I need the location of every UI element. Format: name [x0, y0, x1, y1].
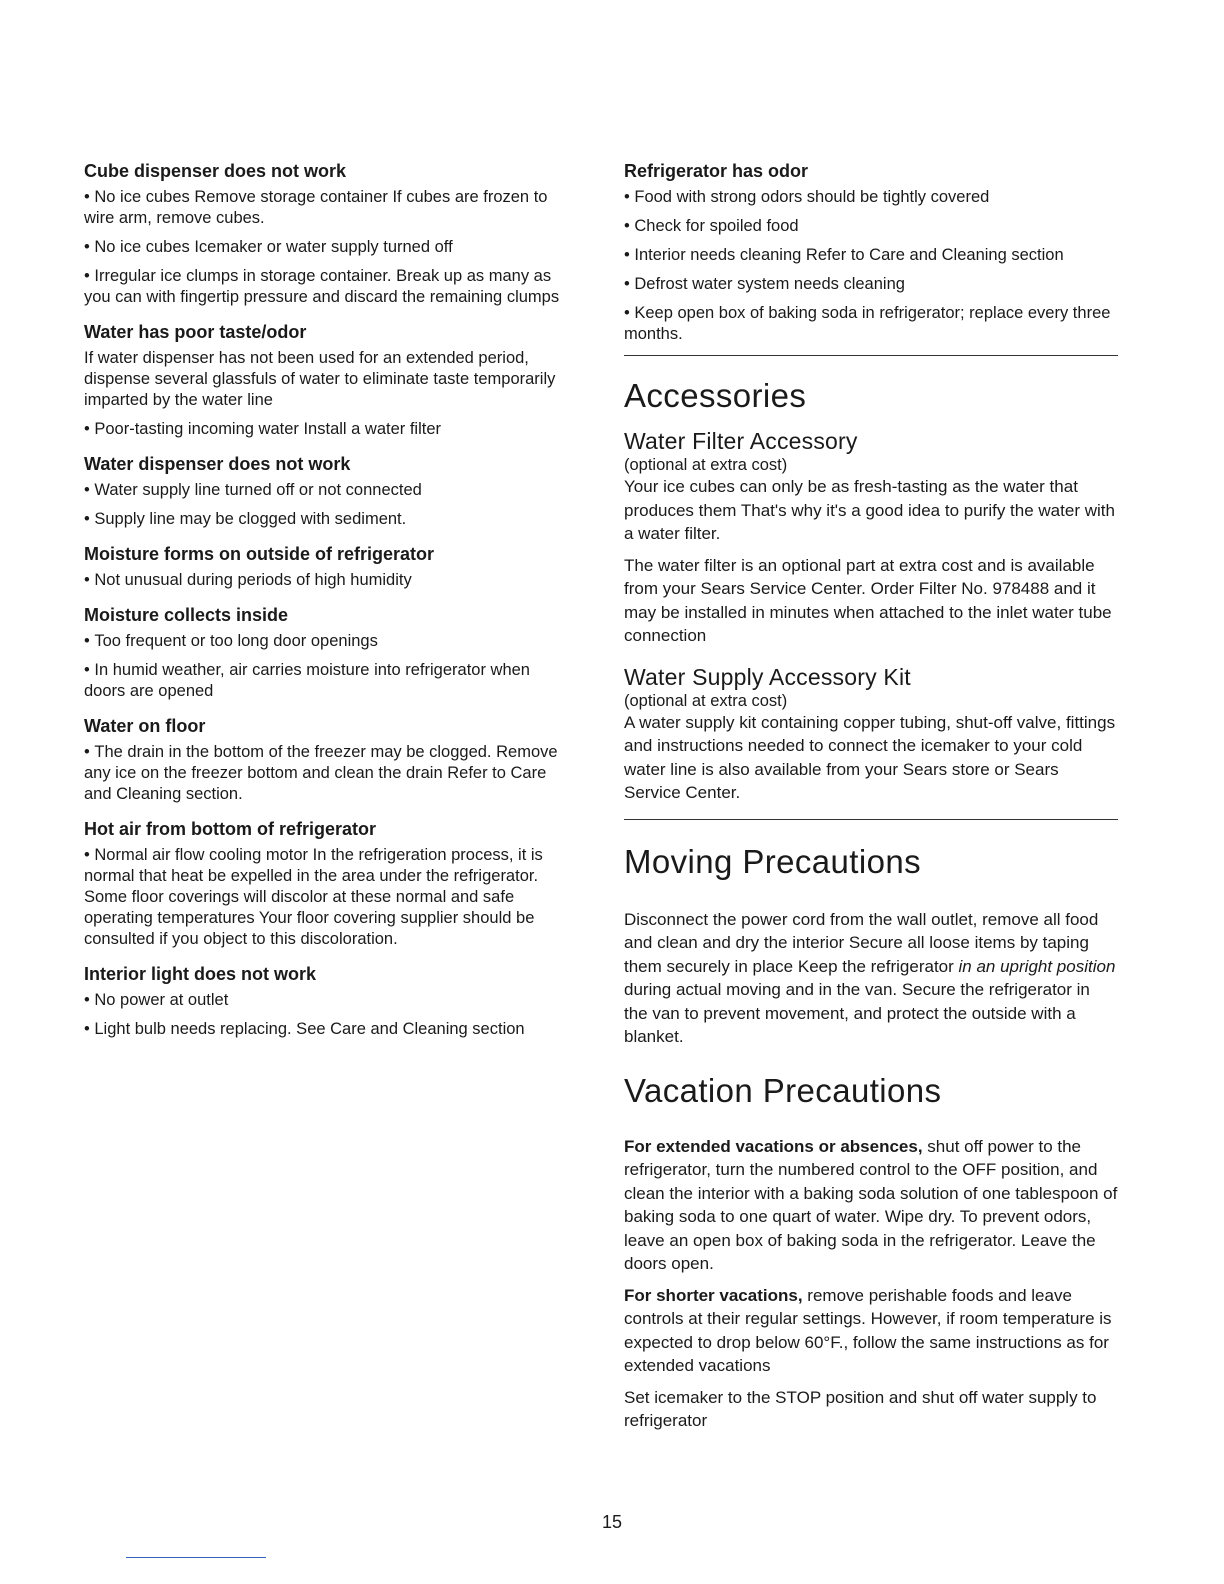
bullet-item: • The drain in the bottom of the freezer may be clogged. Remove any ice on the freezer bottom and clean the drain Refer to Care and Cleaning section.: [84, 742, 574, 805]
water-supply-kit-block: [624, 664, 1118, 805]
water-supply-kit-subtitle: Water Supply Accessory Kit: [624, 663, 911, 690]
bullet-item: • Defrost water system needs cleaning: [624, 274, 1118, 295]
water-supply-kit-note: (optional at extra cost): [624, 691, 788, 710]
water-filter-text: Your ice cubes can only be as fresh-tasting as the water that produces them That's why it's a good idea to purify the water with a water filter.: [624, 477, 1115, 543]
moving-text: [624, 908, 1118, 1049]
moving-text-part: Disconnect the power cord from the wall outlet, remove all food and clean and dry the interior Secure all loose items by taping them securely in place Keep the refrigerator: [624, 909, 1099, 976]
water-filter-subtitle: Water Filter Accessory: [624, 428, 858, 454]
section-heading: Moisture forms on outside of refrigerator: [84, 544, 435, 564]
section-heading: Water on floor: [84, 716, 206, 736]
moving-text-emphasis: in an upright position: [958, 956, 1116, 976]
troubleshooting-column: [84, 160, 574, 1053]
section-moisture-outside: [84, 543, 574, 591]
bullet-item: • Not unusual during periods of high humidity: [84, 570, 574, 591]
bullet-item: • No ice cubes Remove storage container If cubes are frozen to wire arm, remove cubes.: [84, 187, 574, 229]
section-heading: Water has poor taste/odor: [84, 322, 307, 342]
section-heading: Refrigerator has odor: [624, 161, 809, 181]
accessories-section: [624, 376, 1118, 805]
vacation-lead-bold: For extended vacations or absences,: [624, 1136, 923, 1156]
bullet-item: • Too frequent or too long door openings: [84, 631, 574, 652]
bullet-item: • No power at outlet: [84, 990, 574, 1011]
water-supply-kit-text: A water supply kit containing copper tubing, shut-off valve, fittings and instructions needed to connect the icemaker to your cold water line is also available from your Sears store or Sears Service Center.: [624, 712, 1116, 802]
vacation-title: Vacation Precautions: [624, 1071, 942, 1109]
section-odor: [624, 160, 1118, 345]
divider: [624, 819, 1118, 820]
section-water-taste: [84, 321, 574, 440]
bullet-item: • Supply line may be clogged with sediment.: [84, 509, 574, 530]
moving-text-part: during actual moving and in the van. Secure the refrigerator in the van to prevent movement, and protect the outside with a blanket.: [624, 980, 1090, 1046]
section-moisture-inside: [84, 604, 574, 702]
section-text: If water dispenser has not been used for an extended period, dispense several glassfuls of water to eliminate taste temporarily imparted by the water line: [84, 349, 556, 409]
moving-section: [624, 842, 1118, 1049]
bullet-item: • Light bulb needs replacing. See Care and Cleaning section: [84, 1019, 574, 1040]
bullet-item: • Poor-tasting incoming water Install a water filter: [84, 419, 574, 440]
vacation-text: [624, 1284, 1118, 1378]
section-heading: Water dispenser does not work: [84, 454, 351, 474]
moving-title: Moving Precautions: [624, 842, 922, 880]
bullet-item: • Keep open box of baking soda in refrigerator; replace every three months.: [624, 303, 1118, 345]
bullet-item: • Check for spoiled food: [624, 216, 1118, 237]
vacation-text-part: shut off power to the refrigerator, turn the numbered control to the OFF position, and clean the interior with a baking soda solution of one tablespoon of baking soda to one quart of water. Wipe dry. To prevent odors, leave an open box of baking soda in the refrigerator. Leave the doors open.: [624, 1136, 1118, 1273]
section-heading: Hot air from bottom of refrigerator: [84, 819, 377, 839]
accessories-title: Accessories: [624, 377, 807, 414]
water-filter-block: [624, 428, 1118, 648]
bullet-item: • In humid weather, air carries moisture into refrigerator when doors are opened: [84, 660, 574, 702]
bullet-item: • Interior needs cleaning Refer to Care and Cleaning section: [624, 245, 1118, 266]
bullet-item: • Normal air flow cooling motor In the refrigeration process, it is normal that heat be expelled in the area under the refrigerator. Some floor coverings will discolor at these normal and safe operating temperatures Your floor covering supplier should be consulted if you object to this discoloration.: [84, 845, 574, 950]
section-heading: Moisture collects inside: [84, 605, 289, 625]
section-water-dispenser: [84, 453, 574, 530]
divider: [624, 355, 1118, 356]
vacation-text-part: remove perishable foods and leave controls at their regular settings. However, if room temperature is expected to drop below 60°F., follow the same instructions as for extended vacations: [624, 1285, 1112, 1375]
section-hot-air: [84, 818, 574, 950]
vacation-section: [624, 1071, 1118, 1433]
section-heading: Cube dispenser does not work: [84, 161, 347, 181]
vacation-text: Set icemaker to the STOP position and shut off water supply to refrigerator: [624, 1387, 1097, 1430]
bullet-item: • Water supply line turned off or not connected: [84, 480, 574, 501]
section-cube-dispenser: [84, 160, 574, 308]
page-number: 15: [601, 1512, 623, 1532]
bullet-item: • No ice cubes Icemaker or water supply turned off: [84, 237, 574, 258]
vacation-lead-bold: For shorter vacations,: [624, 1285, 803, 1305]
bullet-item: • Irregular ice clumps in storage container. Break up as many as you can with fingertip pressure and discard the remaining clumps: [84, 266, 574, 308]
section-interior-light: [84, 963, 574, 1040]
vacation-text: [624, 1135, 1118, 1276]
section-heading: Interior light does not work: [84, 964, 317, 984]
footer-rule: [126, 1557, 266, 1558]
section-water-on-floor: [84, 715, 574, 805]
bullet-item: • Food with strong odors should be tightly covered: [624, 187, 1118, 208]
water-filter-note: (optional at extra cost): [624, 456, 788, 474]
water-filter-text: The water filter is an optional part at extra cost and is available from your Sears Service Center. Order Filter No. 978488 and it may be installed in minutes when attached to the inlet water tube connection: [624, 555, 1112, 645]
right-column: [624, 160, 1118, 1441]
